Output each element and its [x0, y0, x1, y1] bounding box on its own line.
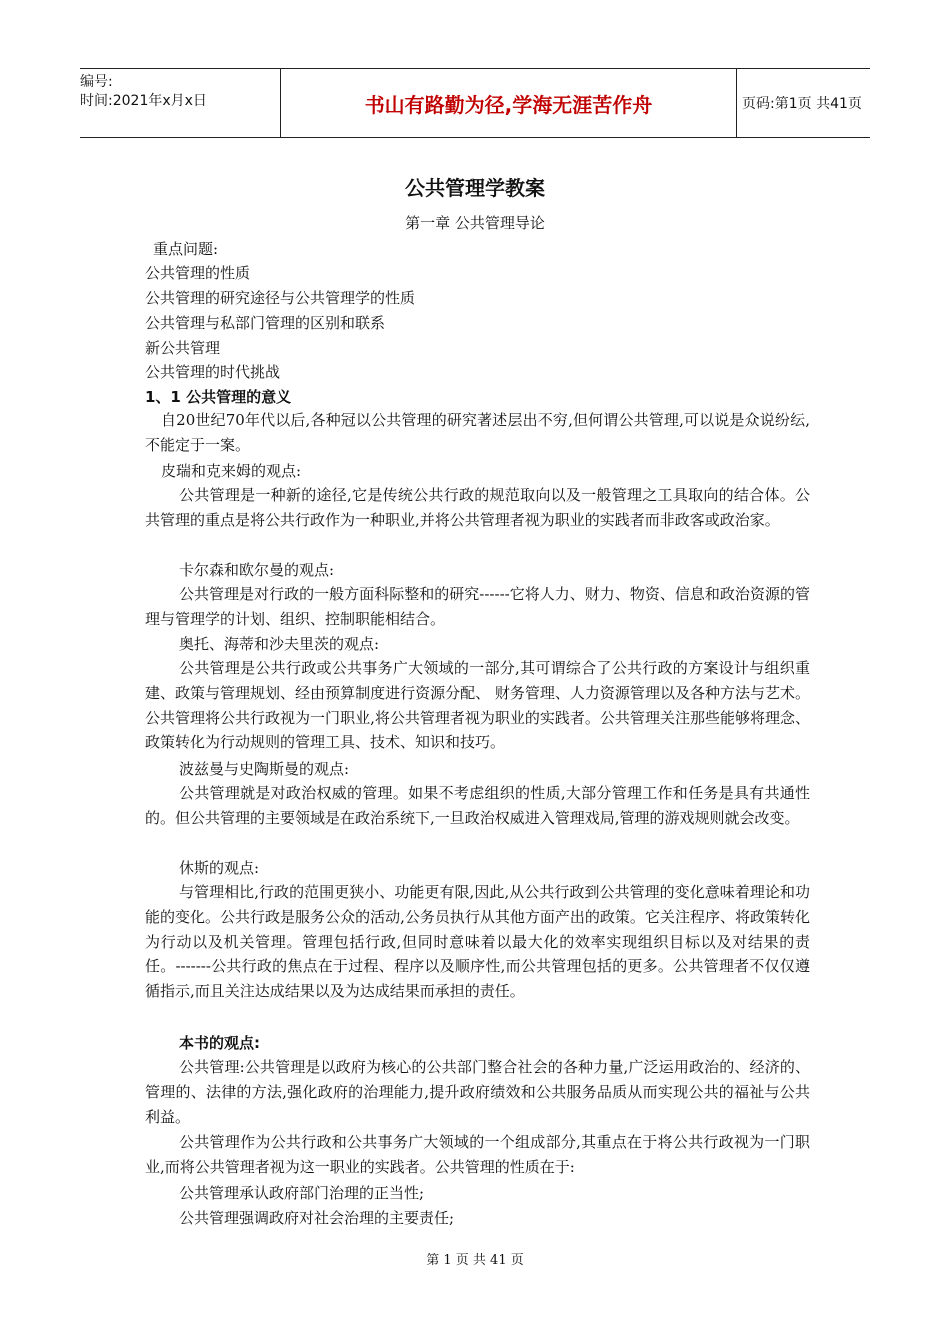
serial-label: 编号:	[80, 74, 113, 90]
intro-paragraph: 自20世纪70年代以后,各种冠以公共管理的研究著述层出不穷,但何谓公共管理,可以说是众说纷纭,不能定于一案。	[145, 411, 810, 454]
view-paragraph: 公共管理是公共行政或公共事务广大领域的一部分,其可谓综合了公共行政的方案设计与组织重建、政策与管理规划、经由预算制度进行资源分配、 财务管理、人力资源管理以及各种方法与艺术。公共管理将公共行政视为一门职业,将公共管理者视为职业的实践者。公共管理关注那些能够将理念、政策转化为行动规则的管理工具、技术、知识和技巧。	[145, 659, 810, 752]
header-meta	[80, 69, 280, 137]
motto: 书山有路勤为径,学海无涯苦作舟	[280, 69, 737, 137]
key-point: 公共管理的时代挑战	[145, 363, 281, 381]
view-heading: 本书的观点:	[179, 1034, 260, 1052]
doc-title: 公共管理学教案	[405, 176, 545, 200]
view-paragraph: 公共管理作为公共行政和公共事务广大领域的一个组成部分,其重点在于将公共行政视为一门职业,而将公共管理者视为这一职业的实践者。公共管理的性质在于:	[145, 1133, 810, 1176]
view-heading: 波兹曼与史陶斯曼的观点:	[179, 760, 350, 778]
key-point: 新公共管理	[145, 339, 221, 357]
view-heading: 休斯的观点:	[179, 859, 260, 877]
header-table	[80, 68, 870, 138]
view-heading: 卡尔森和欧尔曼的观点:	[179, 561, 335, 579]
view-paragraph: 公共管理:公共管理是以政府为核心的公共部门整合社会的各种力量,广泛运用政治的、经济的、管理的、法律的方法,强化政府的治理能力,提升政府绩效和公共服务品质从而实现公共的福祉与公共利益。	[145, 1058, 810, 1126]
view-heading: 皮瑞和克来姆的观点:	[161, 462, 302, 480]
key-point: 公共管理与私部门管理的区别和联系	[145, 314, 386, 332]
view-paragraph: 公共管理是对行政的一般方面科际整和的研究------它将人力、财力、物资、信息和政治资源的管理与管理学的计划、组织、控制职能相结合。	[145, 585, 810, 628]
view-paragraph: 公共管理是一种新的途径,它是传统公共行政的规范取向以及一般管理之工具取向的结合体。公共管理的重点是将公共行政作为一种职业,并将公共管理者视为职业的实践者而非政客或政治家。	[145, 486, 810, 529]
page-footer: 第 1 页 共 41 页	[426, 1253, 524, 1268]
page-label: 页码:第1页 共41页	[742, 96, 862, 112]
key-point: 公共管理的性质	[145, 264, 251, 282]
view-paragraph: 公共管理就是对政治权威的管理。如果不考虑组织的性质,大部分管理工作和任务是具有共通性的。但公共管理的主要领域是在政治系统下,一旦政治权威进入管理戏局,管理的游戏规则就会改变。	[145, 784, 810, 827]
view-paragraph: 与管理相比,行政的范围更狭小、功能更有限,因此,从公共行政到公共管理的变化意味着理论和功能的变化。公共行政是服务公众的活动,公务员执行从其他方面产出的政策。它关注程序、将政策转化为行动以及机关管理。管理包括行政,但同时意味着以最大化的效率实现组织目标以及对结果的责任。-------公共行政的焦点在于过程、程序以及顺序性,而公共管理包括的更多。公共管理者不仅仅遵循指示,而且关注达成结果以及为达成结果而承担的责任。	[145, 883, 810, 1001]
time-label: 时间:2021年x月x日	[80, 93, 207, 109]
nature-item: 公共管理强调政府对社会治理的主要责任;	[179, 1209, 455, 1227]
chapter-title: 第一章 公共管理导论	[405, 214, 545, 232]
view-heading: 奥托、海蒂和沙夫里茨的观点:	[179, 635, 380, 653]
section-heading: 1、1 公共管理的意义	[145, 388, 292, 406]
key-point: 公共管理的研究途径与公共管理学的性质	[145, 289, 416, 307]
nature-item: 公共管理承认政府部门治理的正当性;	[179, 1184, 425, 1202]
key-title: 重点问题:	[153, 240, 219, 258]
